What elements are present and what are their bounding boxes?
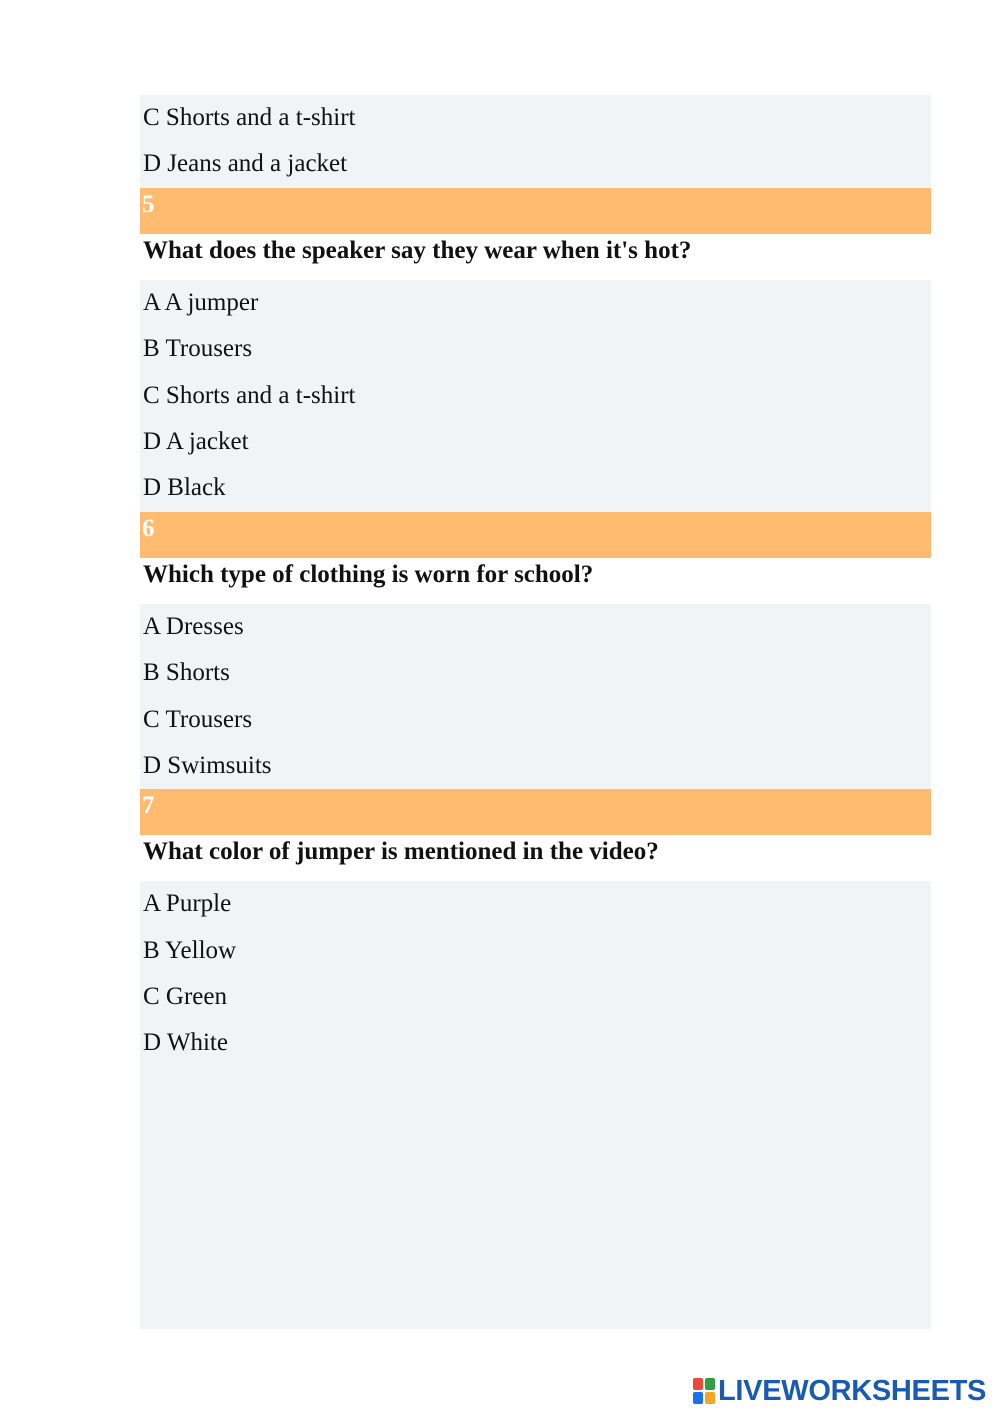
option-item[interactable]: C Trousers <box>143 705 253 733</box>
options-empty-space <box>140 1067 931 1329</box>
option-item[interactable]: D Black <box>143 474 226 502</box>
option-item[interactable]: C Green <box>143 983 227 1011</box>
option-item[interactable]: B Yellow <box>143 936 237 964</box>
option-item[interactable]: D Jeans and a jacket <box>143 150 348 178</box>
logo-square-e <box>705 1392 715 1404</box>
question-number: 7 <box>140 789 931 835</box>
logo-square-v <box>693 1392 703 1404</box>
options-group <box>140 280 931 512</box>
question-number: 6 <box>140 512 931 558</box>
option-item[interactable]: D Swimsuits <box>143 751 272 779</box>
options-group-continued <box>140 95 931 188</box>
option-item[interactable]: A Purple <box>143 890 232 918</box>
option-item[interactable]: A Dresses <box>143 612 244 640</box>
option-item[interactable]: C Shorts and a t-shirt <box>143 381 356 409</box>
option-item[interactable]: A A jumper <box>143 288 259 316</box>
question-text: What does the speaker say they wear when it's hot? <box>140 234 931 280</box>
brand-name: LIVEWORKSHEETS <box>718 1374 987 1407</box>
option-item[interactable]: B Shorts <box>143 659 230 687</box>
option-item[interactable]: D A jacket <box>143 427 249 455</box>
option-item[interactable]: C Shorts and a t-shirt <box>143 104 356 131</box>
logo-square-i <box>705 1378 715 1390</box>
question-text: What color of jumper is mentioned in the video? <box>140 835 931 881</box>
question-number: 5 <box>140 188 931 234</box>
options-group <box>140 604 931 790</box>
liveworksheets-logo <box>693 1376 986 1406</box>
liveworksheets-logo-icon <box>693 1378 715 1404</box>
options-group <box>140 881 931 1329</box>
logo-square-l <box>693 1378 703 1390</box>
worksheet <box>140 95 931 1329</box>
question-text: Which type of clothing is worn for school? <box>140 558 931 604</box>
option-item[interactable]: B Trousers <box>143 335 253 363</box>
option-item[interactable]: D White <box>143 1029 228 1057</box>
